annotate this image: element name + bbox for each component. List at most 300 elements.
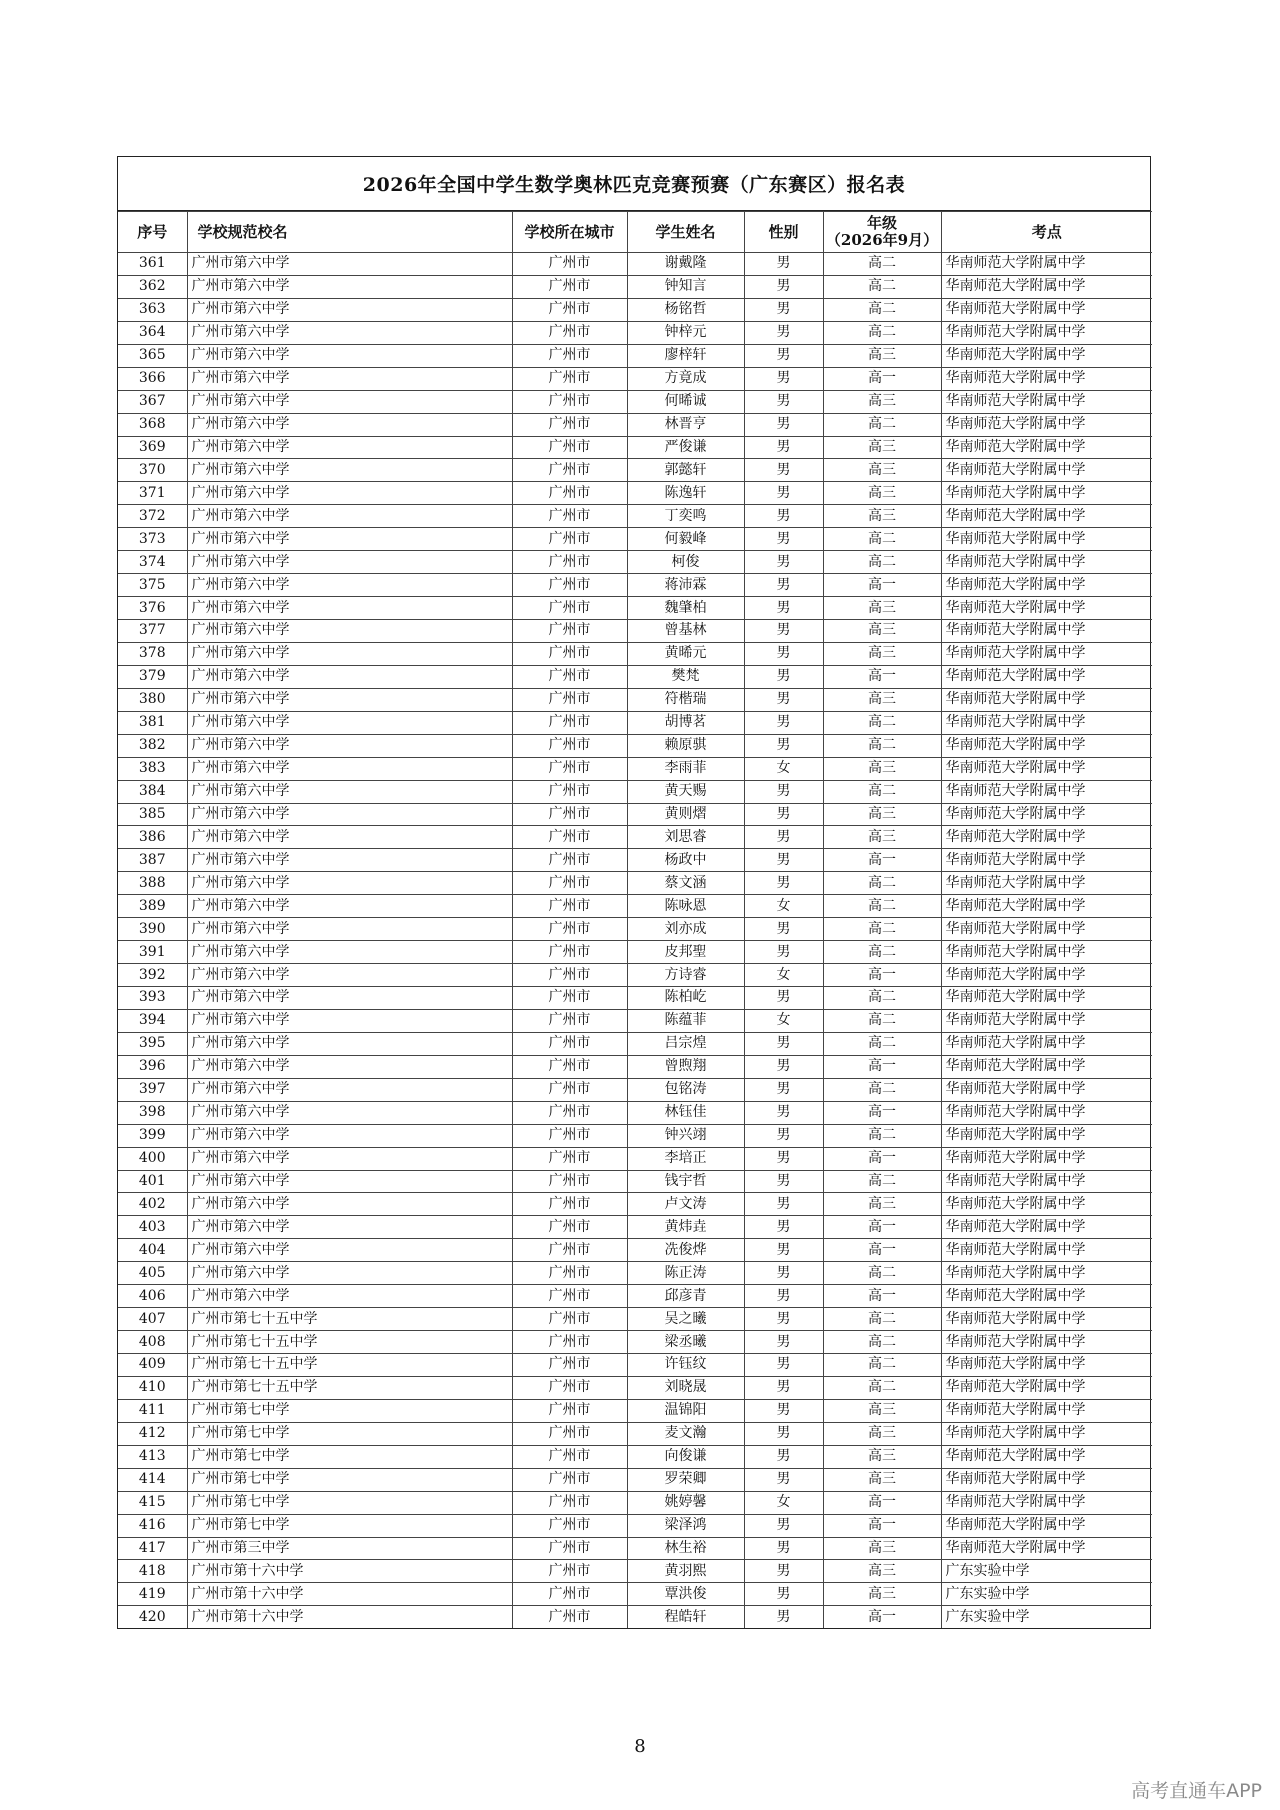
header-row <box>118 212 1152 253</box>
table-row <box>118 872 1152 895</box>
page-number: 8 <box>634 1736 646 1757</box>
cell-school: 广州市第六中学 <box>187 1147 512 1170</box>
cell-seq: 401 <box>118 1170 187 1193</box>
header-gender: 性别 <box>744 212 823 253</box>
cell-venue: 华南师范大学附属中学 <box>941 253 1152 276</box>
header-grade-line1: 年级 <box>866 214 897 232</box>
registration-table <box>118 211 1152 1628</box>
cell-gender: 男 <box>744 1147 823 1170</box>
cell-venue: 广东实验中学 <box>941 1560 1152 1583</box>
cell-city: 广州市 <box>512 413 627 436</box>
header-grade-line2: （2026年9月） <box>825 231 939 249</box>
cell-student-name: 程皓轩 <box>627 1606 744 1628</box>
cell-school: 广州市第十六中学 <box>187 1583 512 1606</box>
cell-city: 广州市 <box>512 1445 627 1468</box>
cell-venue: 华南师范大学附属中学 <box>941 505 1152 528</box>
header-venue: 考点 <box>941 212 1152 253</box>
cell-school: 广州市第六中学 <box>187 367 512 390</box>
cell-venue: 华南师范大学附属中学 <box>941 482 1152 505</box>
table-row <box>118 780 1152 803</box>
cell-student-name: 黄则熠 <box>627 803 744 826</box>
cell-school: 广州市第六中学 <box>187 1124 512 1147</box>
table-row <box>118 964 1152 987</box>
cell-venue: 华南师范大学附属中学 <box>941 1445 1152 1468</box>
cell-gender: 男 <box>744 1078 823 1101</box>
cell-gender: 男 <box>744 344 823 367</box>
cell-grade: 高一 <box>823 665 941 688</box>
cell-venue: 华南师范大学附属中学 <box>941 1376 1152 1399</box>
cell-student-name: 曾煦翔 <box>627 1055 744 1078</box>
cell-seq: 367 <box>118 390 187 413</box>
cell-school: 广州市第六中学 <box>187 1032 512 1055</box>
cell-school: 广州市第十六中学 <box>187 1606 512 1628</box>
cell-venue: 华南师范大学附属中学 <box>941 1055 1152 1078</box>
cell-school: 广州市第六中学 <box>187 1101 512 1124</box>
cell-grade: 高一 <box>823 574 941 597</box>
cell-venue: 华南师范大学附属中学 <box>941 1491 1152 1514</box>
table-row <box>118 1239 1152 1262</box>
cell-gender: 男 <box>744 597 823 620</box>
cell-school: 广州市第六中学 <box>187 1009 512 1032</box>
cell-school: 广州市第十六中学 <box>187 1560 512 1583</box>
cell-city: 广州市 <box>512 1376 627 1399</box>
cell-venue: 华南师范大学附属中学 <box>941 1009 1152 1032</box>
table-row <box>118 941 1152 964</box>
cell-seq: 361 <box>118 253 187 276</box>
cell-student-name: 赖原骐 <box>627 734 744 757</box>
table-row <box>118 1445 1152 1468</box>
cell-school: 广州市第六中学 <box>187 528 512 551</box>
cell-city: 广州市 <box>512 1491 627 1514</box>
cell-student-name: 李培正 <box>627 1147 744 1170</box>
cell-venue: 华南师范大学附属中学 <box>941 918 1152 941</box>
cell-school: 广州市第六中学 <box>187 574 512 597</box>
cell-grade: 高二 <box>823 1170 941 1193</box>
cell-seq: 380 <box>118 688 187 711</box>
cell-school: 广州市第六中学 <box>187 436 512 459</box>
cell-city: 广州市 <box>512 1124 627 1147</box>
cell-school: 广州市第七中学 <box>187 1445 512 1468</box>
table-row <box>118 849 1152 872</box>
cell-student-name: 何晞诚 <box>627 390 744 413</box>
cell-grade: 高一 <box>823 1216 941 1239</box>
cell-grade: 高二 <box>823 298 941 321</box>
cell-grade: 高三 <box>823 344 941 367</box>
table-row <box>118 803 1152 826</box>
cell-student-name: 林钰佳 <box>627 1101 744 1124</box>
cell-venue: 华南师范大学附属中学 <box>941 367 1152 390</box>
cell-grade: 高二 <box>823 987 941 1010</box>
cell-venue: 华南师范大学附属中学 <box>941 895 1152 918</box>
cell-student-name: 钱宇哲 <box>627 1170 744 1193</box>
cell-seq: 418 <box>118 1560 187 1583</box>
cell-venue: 广东实验中学 <box>941 1606 1152 1628</box>
cell-student-name: 罗荣卿 <box>627 1468 744 1491</box>
cell-student-name: 廖梓轩 <box>627 344 744 367</box>
table-row <box>118 665 1152 688</box>
cell-school: 广州市第六中学 <box>187 482 512 505</box>
cell-student-name: 杨政中 <box>627 849 744 872</box>
cell-grade: 高二 <box>823 321 941 344</box>
cell-school: 广州市第六中学 <box>187 413 512 436</box>
cell-student-name: 钟知言 <box>627 275 744 298</box>
cell-gender: 男 <box>744 528 823 551</box>
cell-school: 广州市第六中学 <box>187 620 512 643</box>
header-student-name: 学生姓名 <box>627 212 744 253</box>
cell-school: 广州市第六中学 <box>187 275 512 298</box>
cell-venue: 华南师范大学附属中学 <box>941 757 1152 780</box>
cell-grade: 高三 <box>823 390 941 413</box>
cell-gender: 男 <box>744 620 823 643</box>
cell-student-name: 李雨菲 <box>627 757 744 780</box>
cell-gender: 男 <box>744 665 823 688</box>
table-row <box>118 642 1152 665</box>
table-row <box>118 757 1152 780</box>
cell-student-name: 严俊谦 <box>627 436 744 459</box>
cell-city: 广州市 <box>512 551 627 574</box>
table-row <box>118 321 1152 344</box>
table-title: 2026年全国中学生数学奥林匹克竞赛预赛（广东赛区）报名表 <box>118 157 1150 211</box>
cell-seq: 389 <box>118 895 187 918</box>
cell-gender: 男 <box>744 482 823 505</box>
cell-city: 广州市 <box>512 298 627 321</box>
cell-grade: 高三 <box>823 803 941 826</box>
cell-grade: 高一 <box>823 1606 941 1628</box>
cell-seq: 391 <box>118 941 187 964</box>
cell-grade: 高三 <box>823 1583 941 1606</box>
table-row <box>118 1055 1152 1078</box>
cell-venue: 华南师范大学附属中学 <box>941 1308 1152 1331</box>
cell-seq: 374 <box>118 551 187 574</box>
cell-seq: 397 <box>118 1078 187 1101</box>
cell-school: 广州市第六中学 <box>187 1262 512 1285</box>
cell-school: 广州市第三中学 <box>187 1537 512 1560</box>
cell-city: 广州市 <box>512 344 627 367</box>
table-row <box>118 459 1152 482</box>
cell-city: 广州市 <box>512 711 627 734</box>
cell-student-name: 梁丞曦 <box>627 1331 744 1354</box>
cell-student-name: 陈柏屹 <box>627 987 744 1010</box>
cell-gender: 男 <box>744 1216 823 1239</box>
cell-school: 广州市第七中学 <box>187 1514 512 1537</box>
table-row <box>118 1606 1152 1628</box>
cell-city: 广州市 <box>512 1147 627 1170</box>
cell-grade: 高一 <box>823 1285 941 1308</box>
cell-venue: 华南师范大学附属中学 <box>941 551 1152 574</box>
cell-student-name: 钟梓元 <box>627 321 744 344</box>
cell-grade: 高二 <box>823 1009 941 1032</box>
cell-grade: 高一 <box>823 1055 941 1078</box>
cell-venue: 华南师范大学附属中学 <box>941 1331 1152 1354</box>
table-row <box>118 1285 1152 1308</box>
cell-student-name: 魏肇柏 <box>627 597 744 620</box>
cell-city: 广州市 <box>512 528 627 551</box>
table-row <box>118 1193 1152 1216</box>
table-row <box>118 1262 1152 1285</box>
cell-venue: 华南师范大学附属中学 <box>941 711 1152 734</box>
cell-grade: 高二 <box>823 275 941 298</box>
cell-gender: 男 <box>744 987 823 1010</box>
cell-venue: 华南师范大学附属中学 <box>941 1537 1152 1560</box>
cell-seq: 398 <box>118 1101 187 1124</box>
cell-city: 广州市 <box>512 367 627 390</box>
table-body <box>118 253 1152 1629</box>
cell-seq: 369 <box>118 436 187 459</box>
table-row <box>118 1170 1152 1193</box>
cell-seq: 370 <box>118 459 187 482</box>
cell-student-name: 许钰纹 <box>627 1354 744 1377</box>
cell-city: 广州市 <box>512 321 627 344</box>
cell-venue: 华南师范大学附属中学 <box>941 780 1152 803</box>
cell-seq: 386 <box>118 826 187 849</box>
cell-grade: 高一 <box>823 1239 941 1262</box>
cell-venue: 华南师范大学附属中学 <box>941 941 1152 964</box>
cell-gender: 男 <box>744 1124 823 1147</box>
table-row <box>118 1124 1152 1147</box>
cell-student-name: 皮邦聖 <box>627 941 744 964</box>
cell-student-name: 谢戴隆 <box>627 253 744 276</box>
cell-seq: 411 <box>118 1399 187 1422</box>
cell-school: 广州市第七中学 <box>187 1468 512 1491</box>
cell-school: 广州市第六中学 <box>187 551 512 574</box>
cell-grade: 高二 <box>823 1124 941 1147</box>
cell-venue: 华南师范大学附属中学 <box>941 298 1152 321</box>
cell-seq: 362 <box>118 275 187 298</box>
cell-seq: 382 <box>118 734 187 757</box>
table-row <box>118 1468 1152 1491</box>
cell-city: 广州市 <box>512 482 627 505</box>
cell-venue: 华南师范大学附属中学 <box>941 620 1152 643</box>
cell-gender: 男 <box>744 1376 823 1399</box>
table-row <box>118 1147 1152 1170</box>
cell-grade: 高一 <box>823 1147 941 1170</box>
cell-seq: 366 <box>118 367 187 390</box>
cell-venue: 华南师范大学附属中学 <box>941 1216 1152 1239</box>
cell-school: 广州市第六中学 <box>187 344 512 367</box>
cell-seq: 412 <box>118 1422 187 1445</box>
cell-city: 广州市 <box>512 574 627 597</box>
cell-city: 广州市 <box>512 757 627 780</box>
cell-city: 广州市 <box>512 505 627 528</box>
cell-grade: 高三 <box>823 482 941 505</box>
cell-seq: 365 <box>118 344 187 367</box>
cell-student-name: 蒋沛霖 <box>627 574 744 597</box>
cell-gender: 男 <box>744 1468 823 1491</box>
cell-city: 广州市 <box>512 872 627 895</box>
cell-school: 广州市第七中学 <box>187 1399 512 1422</box>
cell-seq: 388 <box>118 872 187 895</box>
cell-seq: 387 <box>118 849 187 872</box>
cell-seq: 408 <box>118 1331 187 1354</box>
table-row <box>118 482 1152 505</box>
cell-city: 广州市 <box>512 1422 627 1445</box>
cell-venue: 华南师范大学附属中学 <box>941 436 1152 459</box>
cell-gender: 男 <box>744 253 823 276</box>
cell-gender: 男 <box>744 1514 823 1537</box>
cell-school: 广州市第六中学 <box>187 872 512 895</box>
cell-student-name: 覃洪俊 <box>627 1583 744 1606</box>
cell-student-name: 冼俊烨 <box>627 1239 744 1262</box>
table-row <box>118 1583 1152 1606</box>
cell-seq: 390 <box>118 918 187 941</box>
cell-grade: 高二 <box>823 872 941 895</box>
cell-gender: 男 <box>744 1170 823 1193</box>
cell-grade: 高三 <box>823 688 941 711</box>
cell-gender: 男 <box>744 1537 823 1560</box>
cell-school: 广州市第六中学 <box>187 298 512 321</box>
table-row <box>118 1101 1152 1124</box>
cell-seq: 410 <box>118 1376 187 1399</box>
cell-gender: 男 <box>744 1606 823 1628</box>
table-row <box>118 1537 1152 1560</box>
table-row <box>118 711 1152 734</box>
cell-gender: 男 <box>744 574 823 597</box>
cell-grade: 高三 <box>823 1422 941 1445</box>
cell-gender: 男 <box>744 734 823 757</box>
cell-city: 广州市 <box>512 1606 627 1628</box>
cell-city: 广州市 <box>512 1170 627 1193</box>
cell-seq: 405 <box>118 1262 187 1285</box>
cell-venue: 华南师范大学附属中学 <box>941 688 1152 711</box>
table-row <box>118 734 1152 757</box>
cell-venue: 华南师范大学附属中学 <box>941 344 1152 367</box>
cell-venue: 广东实验中学 <box>941 1583 1152 1606</box>
cell-student-name: 符楷瑞 <box>627 688 744 711</box>
header-school: 学校规范校名 <box>187 212 512 253</box>
cell-gender: 男 <box>744 1239 823 1262</box>
cell-gender: 男 <box>744 711 823 734</box>
cell-grade: 高二 <box>823 918 941 941</box>
cell-seq: 404 <box>118 1239 187 1262</box>
cell-city: 广州市 <box>512 1055 627 1078</box>
cell-grade: 高三 <box>823 826 941 849</box>
header-seq: 序号 <box>118 212 187 253</box>
cell-school: 广州市第六中学 <box>187 826 512 849</box>
cell-gender: 男 <box>744 780 823 803</box>
cell-student-name: 林晋亨 <box>627 413 744 436</box>
cell-gender: 男 <box>744 436 823 459</box>
cell-venue: 华南师范大学附属中学 <box>941 642 1152 665</box>
cell-seq: 383 <box>118 757 187 780</box>
cell-venue: 华南师范大学附属中学 <box>941 390 1152 413</box>
table-row <box>118 1560 1152 1583</box>
cell-venue: 华南师范大学附属中学 <box>941 1170 1152 1193</box>
table-row <box>118 1331 1152 1354</box>
cell-grade: 高一 <box>823 1514 941 1537</box>
cell-city: 广州市 <box>512 1560 627 1583</box>
cell-venue: 华南师范大学附属中学 <box>941 528 1152 551</box>
cell-city: 广州市 <box>512 665 627 688</box>
cell-seq: 409 <box>118 1354 187 1377</box>
cell-seq: 363 <box>118 298 187 321</box>
cell-city: 广州市 <box>512 688 627 711</box>
cell-student-name: 方诗睿 <box>627 964 744 987</box>
cell-grade: 高三 <box>823 436 941 459</box>
cell-venue: 华南师范大学附属中学 <box>941 1193 1152 1216</box>
cell-seq: 373 <box>118 528 187 551</box>
cell-seq: 413 <box>118 1445 187 1468</box>
cell-grade: 高三 <box>823 597 941 620</box>
cell-student-name: 刘晓晟 <box>627 1376 744 1399</box>
table-row <box>118 1308 1152 1331</box>
table-row <box>118 436 1152 459</box>
cell-grade: 高二 <box>823 780 941 803</box>
cell-city: 广州市 <box>512 390 627 413</box>
table-row <box>118 1422 1152 1445</box>
cell-gender: 女 <box>744 757 823 780</box>
cell-gender: 男 <box>744 1331 823 1354</box>
cell-gender: 男 <box>744 1399 823 1422</box>
cell-gender: 男 <box>744 941 823 964</box>
cell-gender: 男 <box>744 1354 823 1377</box>
cell-venue: 华南师范大学附属中学 <box>941 987 1152 1010</box>
cell-student-name: 樊梵 <box>627 665 744 688</box>
cell-grade: 高一 <box>823 964 941 987</box>
cell-school: 广州市第七中学 <box>187 1422 512 1445</box>
table-row <box>118 551 1152 574</box>
cell-venue: 华南师范大学附属中学 <box>941 1147 1152 1170</box>
cell-venue: 华南师范大学附属中学 <box>941 459 1152 482</box>
table-row <box>118 1354 1152 1377</box>
cell-student-name: 邱彦青 <box>627 1285 744 1308</box>
cell-school: 广州市第六中学 <box>187 734 512 757</box>
cell-gender: 男 <box>744 275 823 298</box>
cell-city: 广州市 <box>512 597 627 620</box>
cell-gender: 男 <box>744 803 823 826</box>
cell-grade: 高二 <box>823 941 941 964</box>
cell-venue: 华南师范大学附属中学 <box>941 597 1152 620</box>
cell-city: 广州市 <box>512 1331 627 1354</box>
cell-city: 广州市 <box>512 1354 627 1377</box>
cell-school: 广州市第六中学 <box>187 1170 512 1193</box>
cell-school: 广州市第六中学 <box>187 757 512 780</box>
cell-student-name: 黄炜垚 <box>627 1216 744 1239</box>
cell-gender: 男 <box>744 390 823 413</box>
table-row <box>118 826 1152 849</box>
cell-seq: 377 <box>118 620 187 643</box>
cell-grade: 高一 <box>823 1101 941 1124</box>
cell-school: 广州市第六中学 <box>187 987 512 1010</box>
cell-seq: 393 <box>118 987 187 1010</box>
cell-grade: 高三 <box>823 1193 941 1216</box>
cell-seq: 417 <box>118 1537 187 1560</box>
cell-venue: 华南师范大学附属中学 <box>941 1239 1152 1262</box>
cell-grade: 高二 <box>823 895 941 918</box>
cell-city: 广州市 <box>512 1468 627 1491</box>
cell-student-name: 姚婷馨 <box>627 1491 744 1514</box>
cell-student-name: 杨铭哲 <box>627 298 744 321</box>
cell-city: 广州市 <box>512 941 627 964</box>
cell-seq: 381 <box>118 711 187 734</box>
table-header <box>118 212 1152 253</box>
cell-student-name: 黄羽熙 <box>627 1560 744 1583</box>
cell-seq: 384 <box>118 780 187 803</box>
cell-student-name: 林生裕 <box>627 1537 744 1560</box>
cell-grade: 高二 <box>823 1308 941 1331</box>
cell-grade: 高三 <box>823 757 941 780</box>
cell-school: 广州市第六中学 <box>187 505 512 528</box>
cell-seq: 364 <box>118 321 187 344</box>
cell-student-name: 刘思睿 <box>627 826 744 849</box>
cell-student-name: 柯俊 <box>627 551 744 574</box>
table-row <box>118 253 1152 276</box>
cell-city: 广州市 <box>512 734 627 757</box>
cell-gender: 男 <box>744 413 823 436</box>
cell-venue: 华南师范大学附属中学 <box>941 1101 1152 1124</box>
table-row <box>118 688 1152 711</box>
header-grade <box>823 212 941 253</box>
cell-student-name: 吕宗煌 <box>627 1032 744 1055</box>
